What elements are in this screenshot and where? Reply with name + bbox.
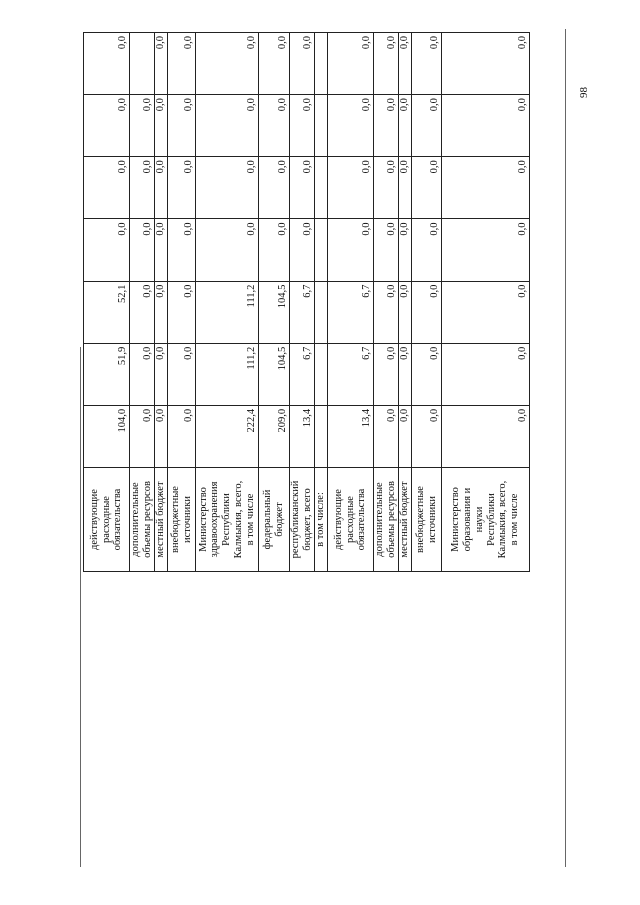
value-cell: 0,0 — [374, 343, 399, 405]
value-cell: 0,0 — [374, 95, 399, 157]
value-cell: 111,2 — [196, 343, 259, 405]
value-cell: 0,0 — [130, 405, 155, 467]
value-cell: 0,0 — [399, 33, 412, 95]
value-cell: 0,0 — [168, 405, 196, 467]
value-cell — [315, 95, 328, 157]
table-row — [328, 33, 374, 572]
table-row — [168, 33, 196, 572]
value-cell: 0,0 — [259, 95, 290, 157]
value-cell: 104,5 — [259, 281, 290, 343]
value-cell: 6,7 — [328, 281, 374, 343]
row-label: действующие расходные обязательства — [84, 468, 130, 572]
value-cell: 0,0 — [130, 219, 155, 281]
value-cell: 222,4 — [196, 405, 259, 467]
row-label: в том числе: — [315, 468, 328, 572]
row-label: местный бюджет — [155, 468, 168, 572]
budget-table — [83, 32, 530, 572]
value-cell: 0,0 — [399, 157, 412, 219]
value-cell: 6,7 — [290, 343, 315, 405]
value-cell: 0,0 — [259, 219, 290, 281]
value-cell: 0,0 — [84, 157, 130, 219]
value-cell: 0,0 — [259, 157, 290, 219]
value-cell: 0,0 — [196, 95, 259, 157]
value-cell: 0,0 — [328, 219, 374, 281]
table-row — [130, 33, 155, 572]
row-label: местный бюджет — [399, 468, 412, 572]
value-cell: 0,0 — [399, 343, 412, 405]
value-cell: 0,0 — [290, 157, 315, 219]
value-cell: 0,0 — [130, 95, 155, 157]
value-cell: 0,0 — [374, 157, 399, 219]
row-label: внебюджетные источники — [168, 468, 196, 572]
value-cell: 0,0 — [155, 95, 168, 157]
value-cell: 0,0 — [155, 281, 168, 343]
value-cell — [315, 343, 328, 405]
value-cell: 0,0 — [84, 219, 130, 281]
value-cell: 111,2 — [196, 281, 259, 343]
value-cell: 6,7 — [290, 281, 315, 343]
value-cell: 0,0 — [442, 157, 530, 219]
value-cell: 104,0 — [84, 405, 130, 467]
value-cell: 0,0 — [374, 405, 399, 467]
value-cell: 0,0 — [328, 95, 374, 157]
row-label: дополнительные объемы ресурсов — [374, 468, 399, 572]
table-row — [290, 33, 315, 572]
table-row — [315, 33, 328, 572]
table-row — [412, 33, 442, 572]
value-cell: 0,0 — [399, 219, 412, 281]
value-cell: 0,0 — [168, 219, 196, 281]
value-cell: 0,0 — [442, 343, 530, 405]
value-cell: 0,0 — [442, 33, 530, 95]
value-cell: 0,0 — [442, 219, 530, 281]
row-label: действующие расходные обязательства — [328, 468, 374, 572]
value-cell: 0,0 — [168, 33, 196, 95]
table-body — [84, 33, 530, 572]
value-cell: 0,0 — [168, 157, 196, 219]
row-label: федеральный бюджет — [259, 468, 290, 572]
row-label: республиканский бюджет, всего — [290, 468, 315, 572]
value-cell: 0,0 — [328, 157, 374, 219]
value-cell: 0,0 — [130, 281, 155, 343]
table-row — [259, 33, 290, 572]
row-label: внебюджетные источники — [412, 468, 442, 572]
value-cell: 0,0 — [412, 281, 442, 343]
value-cell: 0,0 — [196, 33, 259, 95]
table-row — [155, 33, 168, 572]
table-row — [442, 33, 530, 572]
row-label: дополнительные объемы ресурсов — [130, 468, 155, 572]
value-cell: 51,9 — [84, 343, 130, 405]
value-cell: 209,0 — [259, 405, 290, 467]
value-cell: 0,0 — [196, 219, 259, 281]
table-row — [374, 33, 399, 572]
value-cell — [315, 157, 328, 219]
value-cell: 13,4 — [328, 405, 374, 467]
value-cell: 0,0 — [374, 281, 399, 343]
table-row — [196, 33, 259, 572]
value-cell: 0,0 — [412, 33, 442, 95]
row-label: Министерство здравоохранения Республики Калмыкия, всего, в том числе — [196, 468, 259, 572]
value-cell — [315, 281, 328, 343]
value-cell: 0,0 — [168, 281, 196, 343]
value-cell: 0,0 — [290, 33, 315, 95]
value-cell: 0,0 — [168, 343, 196, 405]
value-cell: 52,1 — [84, 281, 130, 343]
value-cell: 0,0 — [412, 95, 442, 157]
table-row — [84, 33, 130, 572]
value-cell: 0,0 — [84, 95, 130, 157]
value-cell: 0,0 — [399, 95, 412, 157]
value-cell: 0,0 — [155, 405, 168, 467]
value-cell: 0,0 — [155, 33, 168, 95]
value-cell: 0,0 — [155, 157, 168, 219]
table-row — [399, 33, 412, 572]
value-cell: 0,0 — [84, 33, 130, 95]
value-cell: 0,0 — [290, 219, 315, 281]
value-cell: 0,0 — [412, 219, 442, 281]
value-cell: 0,0 — [155, 219, 168, 281]
value-cell: 6,7 — [328, 343, 374, 405]
value-cell: 0,0 — [155, 343, 168, 405]
value-cell: 0,0 — [442, 281, 530, 343]
value-cell: 0,0 — [399, 405, 412, 467]
value-cell: 0,0 — [399, 281, 412, 343]
value-cell: 0,0 — [130, 157, 155, 219]
value-cell: 0,0 — [328, 33, 374, 95]
value-cell: 104,5 — [259, 343, 290, 405]
value-cell: 0,0 — [259, 33, 290, 95]
value-cell: 0,0 — [168, 95, 196, 157]
horizontal-rule — [565, 29, 566, 867]
value-cell: 0,0 — [374, 33, 399, 95]
value-cell: 0,0 — [412, 157, 442, 219]
value-cell — [315, 33, 328, 95]
value-cell — [315, 219, 328, 281]
value-cell — [315, 405, 328, 467]
value-cell: 13,4 — [290, 405, 315, 467]
value-cell: 0,0 — [412, 343, 442, 405]
value-cell: 0,0 — [196, 157, 259, 219]
page-number: 98 — [578, 87, 590, 98]
value-cell: 0,0 — [290, 95, 315, 157]
value-cell: 0,0 — [442, 405, 530, 467]
row-label: Министерство образования и науки Республики Калмыкия, всего, в том числе — [442, 468, 530, 572]
value-cell — [130, 33, 155, 95]
horizontal-rule — [80, 347, 81, 867]
value-cell: 0,0 — [374, 219, 399, 281]
value-cell: 0,0 — [442, 95, 530, 157]
value-cell: 0,0 — [412, 405, 442, 467]
value-cell: 0,0 — [130, 343, 155, 405]
